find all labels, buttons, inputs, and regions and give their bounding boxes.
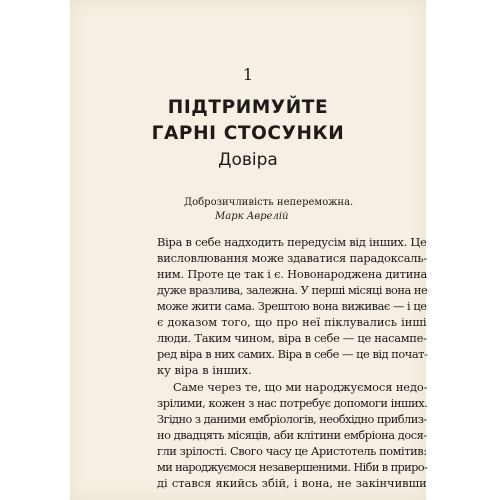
body-line: дуже вразлива, залежна. У перші місяці вона не: [157, 283, 428, 297]
body-line: ним. Проте це так і є. Новонароджена дитина: [157, 267, 428, 281]
chapter-number: 1: [242, 65, 254, 84]
book-page: [70, 0, 426, 500]
body-line: гли зрілості. Свого часу це Аристотель помітив:: [157, 444, 427, 458]
epigraph-text: Доброзичливість непереможна.: [184, 197, 354, 208]
body-line: Віра в себе надходить передусім від інших. Це: [157, 235, 427, 249]
body-line: висловлювання може здаватися парадоксаль-: [157, 251, 428, 265]
body-line: Згідно з даними ембріологів, необхідно приблиз-: [157, 412, 427, 426]
epigraph-author: Марк Аврелій: [215, 211, 289, 222]
body-line: зрілими, кожен з нас потребує допомоги інших.: [157, 396, 428, 410]
body-line: Саме через те, що ми народжуємося недо-: [173, 380, 428, 394]
body-line: є доказом того, що про неї піклувались інші: [157, 315, 427, 329]
chapter-title: [70, 95, 426, 147]
body-line: ді стався якийсь збій, і вона, не закінчивши: [157, 476, 427, 490]
body-line: може жити сама. Зрештою вона виживає — і це: [157, 299, 427, 313]
chapter-title-line-1: ПІДТРИМУЙТЕ: [167, 97, 329, 118]
section-title: Довіра: [218, 150, 278, 170]
body-line: но двадцять місяців, аби клітини ембріона дося-: [157, 428, 427, 442]
body-line: ред віра в них самих. Віра в себе — це від почат-: [157, 347, 428, 361]
body-line: ми народжуємося незавершеними. Ніби в приро-: [157, 460, 428, 474]
chapter-title-line-2: ГАРНІ СТОСУНКИ: [151, 123, 345, 144]
body-line: ку віра в інших.: [157, 363, 252, 377]
body-line: люди. Таким чином, віра в себе — це насампе-: [157, 331, 427, 345]
